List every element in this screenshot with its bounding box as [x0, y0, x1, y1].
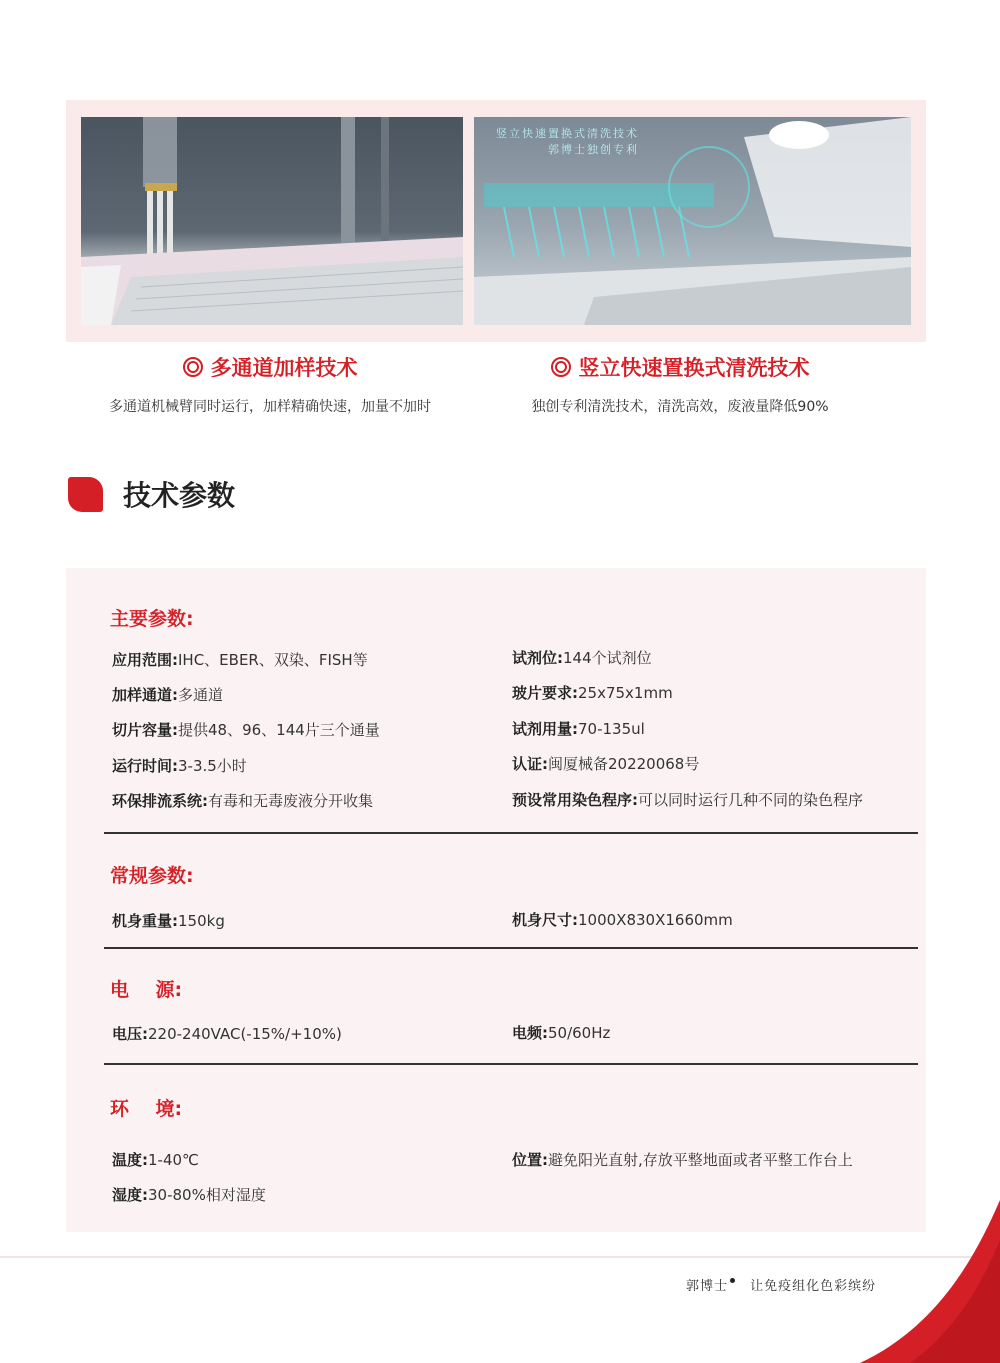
- param-row: 环保排流系统:有毒和无毒废液分开收集: [112, 792, 374, 810]
- feature-description: 独创专利清洗技术，清洗高效，废液量降低90%: [531, 399, 829, 415]
- param-row: 试剂用量:70-135ul: [512, 720, 645, 738]
- feature-title: [183, 352, 358, 382]
- divider: [104, 832, 918, 834]
- feature-title-text: 竖立快速置换式清洗技术: [578, 356, 810, 380]
- param-row: 加样通道:多通道: [112, 686, 224, 704]
- param-row: 认证:闽厦械备20220068号: [512, 755, 700, 773]
- param-row: 湿度:30-80%相对湿度: [112, 1186, 266, 1204]
- multichannel-pipetting-photo: [81, 117, 463, 325]
- param-row: 机身重量:150kg: [112, 912, 225, 930]
- target-ring-icon: [551, 357, 571, 377]
- param-row: 机身尺寸:1000X830X1660mm: [512, 911, 733, 929]
- corner-swoosh-decoration: [820, 1180, 1000, 1363]
- brand-name: 郭博士: [686, 1279, 729, 1294]
- param-row: 玻片要求:25x75x1mm: [512, 684, 673, 702]
- divider: [104, 1063, 918, 1065]
- overlay-subtitle: 郭博士独创专利: [548, 143, 639, 156]
- section-marker-icon: [68, 477, 103, 512]
- power-params-title: 电 源:: [110, 979, 183, 1001]
- photo-band: [66, 100, 926, 342]
- param-row: 预设常用染色程序:可以同时运行几种不同的染色程序: [512, 791, 864, 809]
- feature-title: [551, 352, 810, 382]
- feature-vertical-washing: [470, 352, 890, 416]
- section-title: 技术参数: [123, 479, 236, 512]
- param-row: 试剂位:144个试剂位: [512, 649, 652, 667]
- param-row: 电频:50/60Hz: [512, 1024, 611, 1042]
- feature-description: 多通道机械臂同时运行，加样精确快速，加量不加时: [109, 399, 431, 415]
- vertical-washing-photo: [474, 117, 911, 325]
- param-row: 位置:避免阳光直射,存放平整地面或者平整工作台上: [512, 1151, 853, 1169]
- target-ring-icon: [183, 357, 203, 377]
- main-params-title: 主要参数:: [110, 608, 194, 630]
- parameters-panel: [66, 568, 926, 1232]
- param-row: 切片容量:提供48、96、144片三个通量: [112, 721, 380, 739]
- bullet-icon: [730, 1278, 735, 1283]
- divider: [104, 947, 918, 949]
- section-header: [68, 474, 235, 514]
- feature-title-text: 多通道加样技术: [210, 356, 358, 380]
- param-row: 电压:220-240VAC(-15%/+10%): [112, 1025, 342, 1043]
- general-params-title: 常规参数:: [110, 865, 194, 887]
- param-row: 运行时间:3-3.5小时: [112, 757, 247, 775]
- brand-slogan: 让免疫组化色彩缤纷: [750, 1279, 877, 1294]
- param-row: 应用范围:IHC、EBER、双染、FISH等: [112, 651, 368, 669]
- feature-multichannel: [60, 352, 480, 416]
- overlay-title: 竖立快速置换式清洗技术: [496, 127, 639, 140]
- param-row: 温度:1-40℃: [112, 1151, 199, 1169]
- environment-params-title: 环 境:: [110, 1098, 183, 1120]
